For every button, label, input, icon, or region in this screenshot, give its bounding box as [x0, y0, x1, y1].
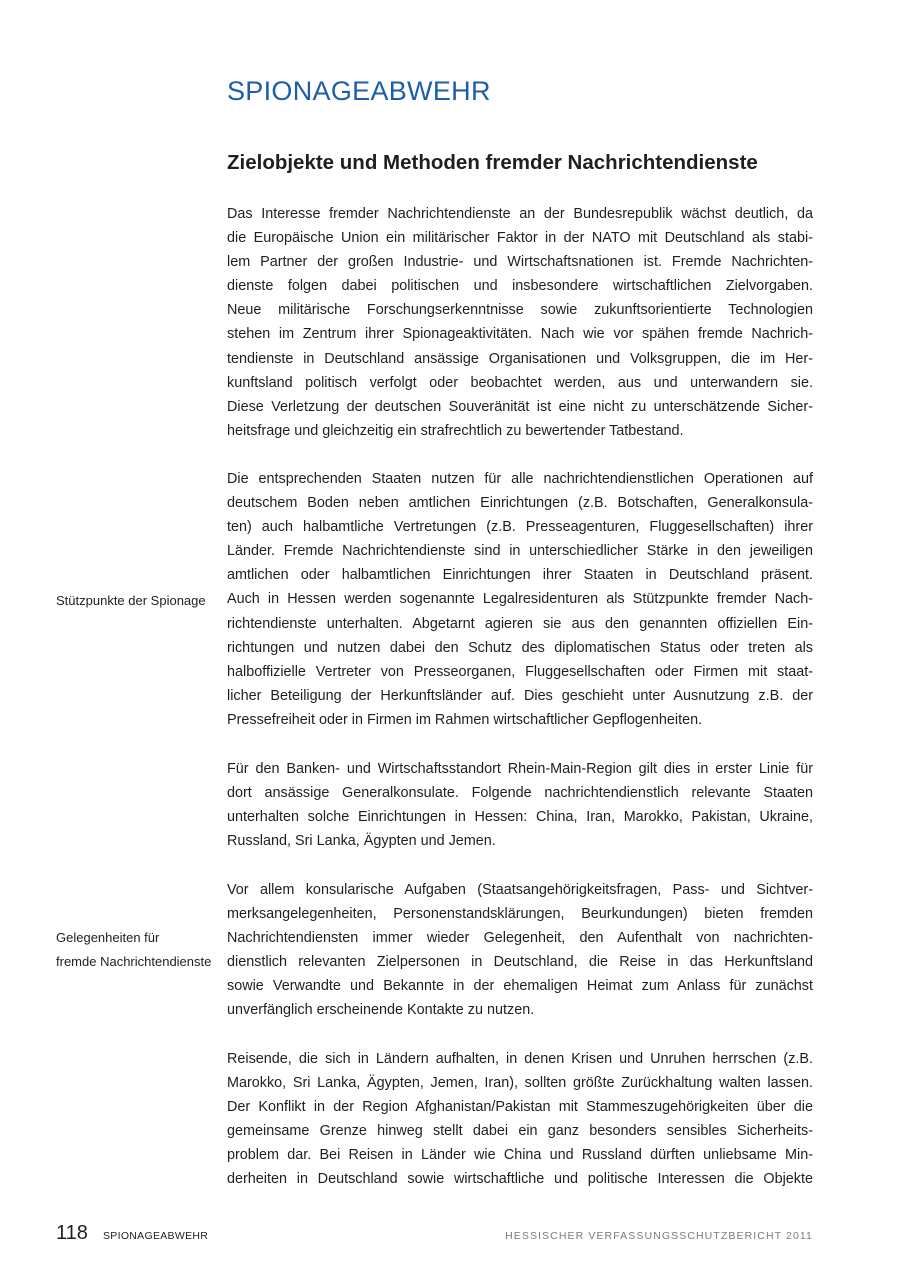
text-line: Reisende, die sich in Ländern aufhalten, in denen Krisen und Unruhen herrschen (z.B.	[227, 1051, 813, 1067]
text-line: halboffizielle Vertreter von Presseorganen, Fluggesellschaften oder Firmen mit staat-	[227, 663, 813, 680]
text-line: kunftsland politisch verfolgt oder beobachtet werden, aus und unterwandern sie.	[227, 374, 813, 391]
text-line: richtendienste unterhalten. Abgetarnt agieren sie aus den genannten offiziellen Ein-	[227, 615, 813, 632]
text-line: unverfänglich erscheinende Kontakte zu nutzen.	[227, 1002, 535, 1019]
paragraph-1	[227, 202, 813, 443]
paragraph-3	[227, 757, 813, 853]
paragraph-4	[227, 878, 813, 1023]
text-line: dienste folgen dabei politischen und insbesondere wirtschaftlichen Zielvorgaben.	[227, 278, 813, 295]
text-line: Russland, Sri Lanka, Ägypten und Jemen.	[227, 833, 496, 850]
margin-note-stuetzpunkte	[56, 589, 216, 613]
text-line: Auch in Hessen werden sogenannte Legalresidenturen als Stützpunkte fremder Nach-	[227, 591, 813, 608]
text-line: Nachrichtendiensten immer wieder Gelegenheit, den Aufenthalt von nachrichten-	[227, 930, 813, 947]
margin-note-line: Stützpunkte der Spionage	[56, 593, 206, 608]
text-line: Für den Banken- und Wirtschaftsstandort Rhein-Main-Region gilt dies in erster Linie für	[227, 761, 813, 777]
text-line: derheiten in Deutschland sowie wirtschaftliche und politische Interessen die Objekte	[227, 1171, 813, 1188]
text-line: ten) auch halbamtliche Vertretungen (z.B. Presseagenturen, Fluggesellschaften) ihrer	[227, 519, 813, 536]
text-line: stehen im Zentrum ihrer Spionageaktivitäten. Nach wie vor spähen fremde Nachrich-	[227, 326, 813, 343]
text-line: Pressefreiheit oder in Firmen im Rahmen wirtschaftlicher Gepflogenheiten.	[227, 711, 703, 728]
text-line: amtlichen oder halbamtlichen Einrichtungen ihrer Staaten in Deutschland präsent.	[227, 567, 813, 584]
chapter-heading: Zielobjekte und Methoden fremder Nachrichtendienste	[227, 151, 758, 174]
text-line: problem dar. Bei Reisen in Länder wie China und Russland dürften unliebsame Min-	[227, 1147, 813, 1164]
text-line: Das Interesse fremder Nachrichtendienste an der Bundesrepublik wächst deutlich, da	[227, 206, 813, 222]
text-line: Marokko, Sri Lanka, Ägypten, Jemen, Iran), sollten größte Zurückhaltung walten lassen.	[227, 1075, 813, 1092]
footer-report-title: HESSISCHER VERFASSUNGSSCHUTZBERICHT 2011	[505, 1230, 813, 1242]
text-line: gemeinsame Grenze hinweg stellt dabei ein ganz besonders sensibles Sicherheits-	[227, 1123, 813, 1140]
text-line: dort ansässige Generalkonsulate. Folgende nachrichtendienstlich relevante Staaten	[227, 785, 813, 802]
text-line: Die entsprechenden Staaten nutzen für alle nachrichtendienstlichen Operationen auf	[227, 471, 813, 487]
text-line: tendienste in Deutschland ansässige Organisationen und Volksgruppen, die im Her-	[227, 350, 813, 367]
text-line: sowie Verwandte und Bekannte in der ehemaligen Heimat zum Anlass für zunächst	[227, 978, 813, 995]
footer-section-title: SPIONAGEABWEHR	[103, 1230, 209, 1242]
section-title: SPIONAGEABWEHR	[227, 76, 491, 106]
text-line: dienstlich relevanten Zielpersonen in Deutschland, die Reise in das Herkunftsland	[227, 954, 813, 971]
text-line: Diese Verletzung der deutschen Souveränität ist eine nicht zu unterschätzende Sicher-	[227, 398, 813, 415]
text-line: Neue militärische Forschungserkenntnisse sowie zukunftsorientierte Technologien	[227, 302, 813, 319]
text-line: unterhalten solche Einrichtungen in Hessen: China, Iran, Marokko, Pakistan, Ukraine,	[227, 809, 813, 826]
page-number: 118	[56, 1222, 88, 1244]
text-line: heitsfrage und gleichzeitig ein strafrechtlich zu bewertender Tatbestand.	[227, 422, 684, 439]
text-line: Vor allem konsularische Aufgaben (Staatsangehörigkeitsfragen, Pass- und Sichtver-	[227, 882, 813, 898]
text-line: richtungen und nutzen dabei den Schutz des diplomatischen Status oder treten als	[227, 639, 813, 656]
margin-note-gelegenheiten	[56, 926, 216, 974]
text-line: Länder. Fremde Nachrichtendienste sind in unterschiedlicher Stärke in den jeweiligen	[227, 543, 813, 560]
margin-note-line: fremde Nachrichtendienste	[56, 954, 212, 970]
text-line: lem Partner der großen Industrie- und Wirtschaftsnationen ist. Fremde Nachrichten-	[227, 254, 813, 271]
text-line: die Europäische Union ein militärischer Faktor in der NATO mit Deutschland als stabi-	[227, 230, 813, 247]
margin-note-line: Gelegenheiten für	[56, 930, 160, 945]
paragraph-2	[227, 467, 813, 732]
text-line: licher Beteiligung der Herkunftsländer auf. Dies geschieht unter Ausnutzung z.B. der	[227, 687, 813, 704]
paragraph-5	[227, 1047, 813, 1192]
text-line: Der Konflikt in der Region Afghanistan/Pakistan mit Stammeszugehörigkeiten über die	[227, 1099, 813, 1116]
text-line: merksangelegenheiten, Personenstandsklärungen, Beurkundungen) bieten fremden	[227, 906, 813, 923]
text-line: deutschem Boden neben amtlichen Einrichtungen (z.B. Botschaften, Generalkonsula-	[227, 495, 813, 512]
